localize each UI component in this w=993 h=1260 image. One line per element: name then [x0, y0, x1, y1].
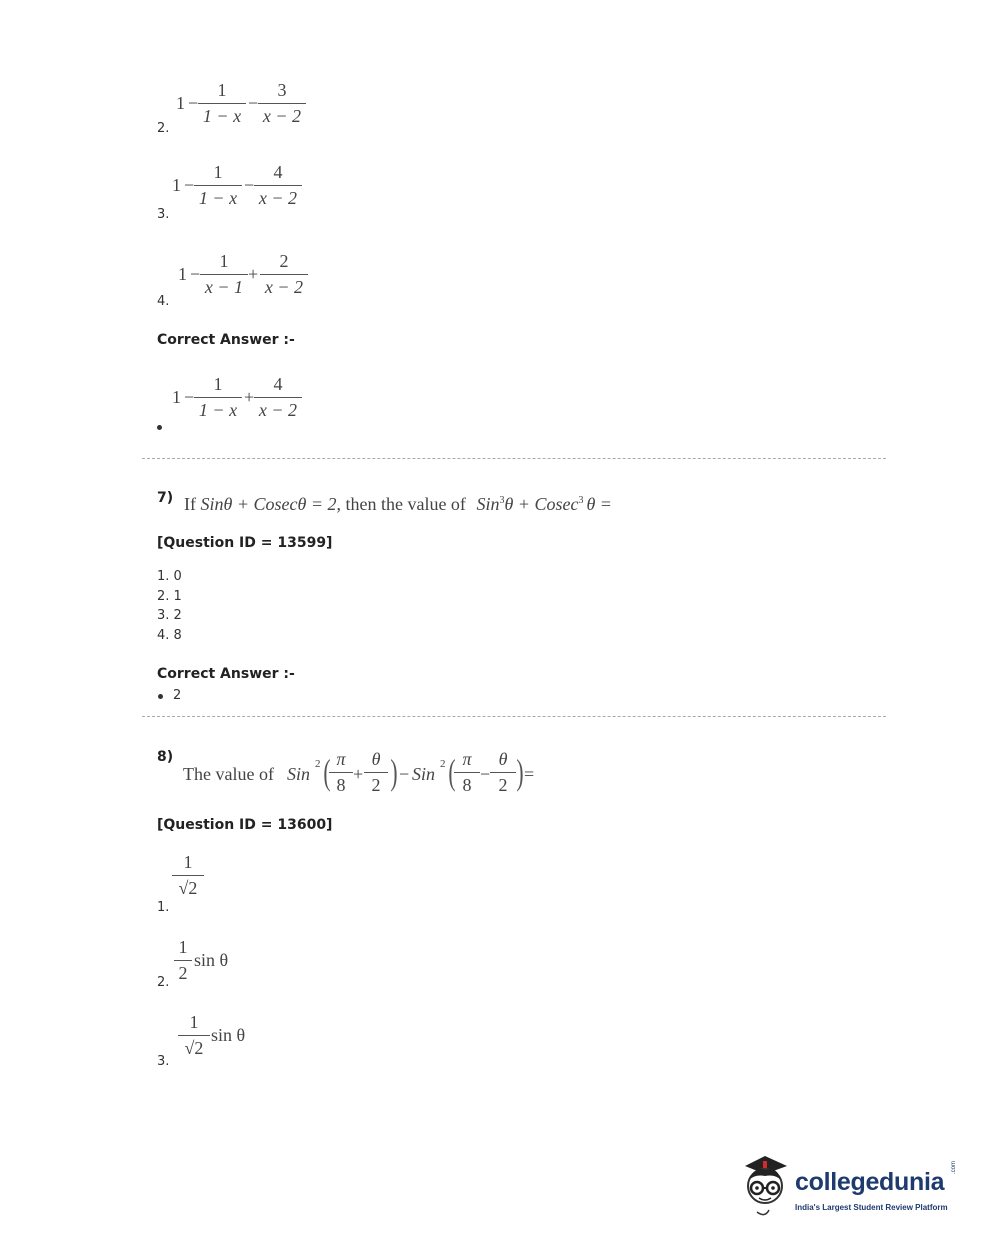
math-operator: −: [188, 93, 199, 113]
fraction: 4 x − 2: [254, 374, 302, 420]
paren-close: ): [390, 752, 398, 792]
bullet: [157, 425, 162, 430]
math-operator: −: [184, 387, 195, 407]
bullet: [158, 694, 163, 699]
math-lead: 1: [172, 175, 181, 195]
math-operator: −: [244, 175, 255, 195]
question-separator: [142, 458, 886, 459]
fraction: 1 1 − x: [198, 80, 246, 126]
correct-answer-label: Correct Answer :-: [157, 666, 295, 682]
question-text: The value of: [183, 764, 274, 784]
math-operator: =: [524, 764, 535, 784]
math-sup: 2: [315, 758, 321, 770]
math-tail: sin θ: [211, 1025, 246, 1045]
option: 2. 1: [157, 588, 182, 604]
fraction: 2 x − 2: [260, 251, 308, 297]
math-operator: −: [248, 93, 259, 113]
question-number: 7): [157, 490, 174, 506]
paren-open: (: [323, 752, 331, 792]
option-number: 1.: [157, 900, 170, 915]
question-id: [Question ID = 13599]: [157, 535, 333, 551]
option-number: 3.: [157, 207, 170, 222]
mascot-icon: [735, 1152, 793, 1220]
math-sup: 2: [440, 758, 446, 770]
fraction: θ 2: [490, 749, 516, 795]
option: 4. 8: [157, 627, 182, 643]
math-operator: +: [248, 264, 259, 284]
correct-answer-value: 2: [173, 688, 182, 703]
option-number: 2.: [157, 121, 170, 136]
math-operator: −: [190, 264, 201, 284]
correct-answer-label: Correct Answer :-: [157, 332, 295, 348]
option: 3. 2: [157, 608, 182, 623]
brand-tagline: India's Largest Student Review Platform: [795, 1203, 948, 1212]
option-number: 2.: [157, 975, 170, 990]
fraction: 1 1 − x: [194, 162, 242, 208]
fraction: 1 √2: [178, 1012, 210, 1058]
math-lead: 1: [178, 264, 187, 284]
fraction: 4 x − 2: [254, 162, 302, 208]
fraction: 1 √2: [172, 852, 204, 898]
fraction: θ 2: [364, 749, 388, 795]
fraction: π 8: [329, 749, 353, 795]
paren-close: ): [516, 752, 524, 792]
math-tail: sin θ: [194, 950, 229, 970]
brand-suffix: .com: [951, 1160, 957, 1174]
option-number: 4.: [157, 294, 170, 309]
paren-open: (: [448, 752, 456, 792]
math-lead: 1: [176, 93, 185, 113]
math-operator: −: [399, 764, 410, 784]
question-number: 8): [157, 749, 174, 765]
option-number: 3.: [157, 1054, 170, 1069]
math-operator: −: [480, 764, 491, 784]
fraction: π 8: [454, 749, 480, 795]
math-sin: Sin: [412, 764, 436, 784]
options-list: [157, 567, 182, 645]
brand-name: collegedunia: [795, 1168, 945, 1196]
math-lead: 1: [172, 387, 181, 407]
math-sin: Sin: [287, 764, 311, 784]
fraction: 3 x − 2: [258, 80, 306, 126]
question-separator: [142, 716, 886, 717]
fraction: 1 x − 1: [200, 251, 248, 297]
fraction: 1 2: [174, 937, 192, 983]
question-text: If Sinθ + Cosecθ = 2, then the value of Sin$^3$θ + Cosec$^3$ θ =: [184, 494, 612, 514]
question-id: [Question ID = 13600]: [157, 817, 333, 833]
option: 1. 0: [157, 569, 182, 584]
math-operator: −: [184, 175, 195, 195]
math-operator: +: [353, 764, 364, 784]
math-operator: +: [244, 387, 255, 407]
fraction: 1 1 − x: [194, 374, 242, 420]
collegedunia-logo: [735, 1152, 965, 1222]
